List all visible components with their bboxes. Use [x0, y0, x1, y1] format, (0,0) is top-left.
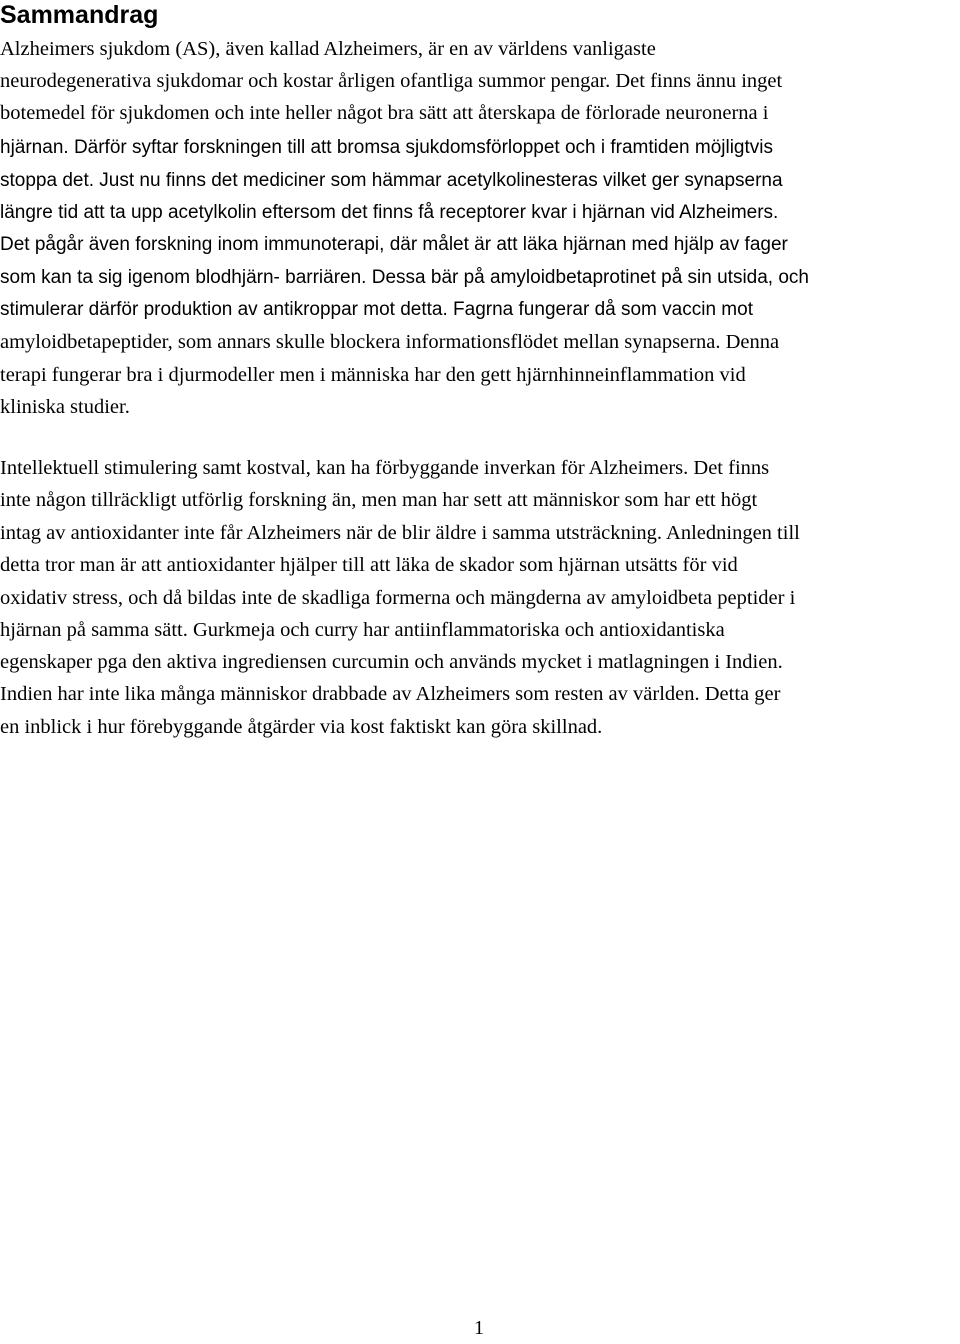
paragraph-2-line-2: inte någon tillräckligt utförlig forskning än, men man har sett att människor som har ett högt: [0, 489, 758, 511]
paragraph-1-line-12: kliniska studier.: [0, 396, 130, 418]
paragraph-1-line-11: terapi fungerar bra i djurmodeller men i människa har den gett hjärnhinneinflammation vid: [0, 364, 746, 386]
section-heading: Sammandrag: [0, 1, 159, 29]
page-number: 1: [474, 1317, 484, 1339]
paragraph-1-line-6: längre tid att ta upp acetylkolin eftersom det finns få receptorer kvar i hjärnan vid Alzheimers.: [0, 202, 779, 223]
paragraph-2-line-3: intag av antioxidanter inte får Alzheimers när de blir äldre i samma utsträckning. Anledningen till: [0, 522, 800, 544]
paragraph-1-line-7: Det pågår även forskning inom immunoterapi, där målet är att läka hjärnan med hjälp av fager: [0, 234, 788, 255]
paragraph-1-line-5: stoppa det. Just nu finns det mediciner som hämmar acetylkolinesteras vilket ger synapserna: [0, 170, 783, 191]
paragraph-2-line-1: Intellektuell stimulering samt kostval, kan ha förbyggande inverkan för Alzheimers. Det finns: [0, 457, 770, 479]
paragraph-1-line-3: botemedel för sjukdomen och inte heller något bra sätt att återskapa de förlorade neuronerna i: [0, 102, 769, 124]
paragraph-1-line-8: som kan ta sig igenom blodhjärn- barriären. Dessa bär på amyloidbetaprotinet på sin utsida, och: [0, 267, 810, 288]
paragraph-1-line-2: neurodegenerativa sjukdomar och kostar årligen ofantliga summor pengar. Det finns ännu inget: [0, 70, 783, 92]
paragraph-1-line-4: hjärnan. Därför syftar forskningen till att bromsa sjukdomsförloppet och i framtiden möjligtvis: [0, 137, 773, 158]
paragraph-2-line-6: hjärnan på samma sätt. Gurkmeja och curry har antiinflammatoriska och antioxidantiska: [0, 619, 725, 641]
paragraph-2-line-5: oxidativ stress, och då bildas inte de skadliga formerna och mängderna av amyloidbeta peptider i: [0, 587, 796, 609]
paragraph-2-line-8: Indien har inte lika många människor drabbade av Alzheimers som resten av världen. Detta ger: [0, 683, 781, 705]
paragraph-2-line-4: detta tror man är att antioxidanter hjälper till att läka de skador som hjärnan utsätts för vid: [0, 554, 738, 576]
paragraph-1-line-1: Alzheimers sjukdom (AS), även kallad Alzheimers, är en av världens vanligaste: [0, 38, 656, 60]
paragraph-1-line-9: stimulerar därför produktion av antikroppar mot detta. Fagrna fungerar då som vaccin mot: [0, 299, 753, 320]
paragraph-1-line-10: amyloidbetapeptider, som annars skulle blockera informationsflödet mellan synapserna. Denna: [0, 331, 780, 353]
paragraph-2-line-7: egenskaper pga den aktiva ingrediensen curcumin och används mycket i matlagningen i Indien.: [0, 651, 783, 673]
paragraph-2-line-9: en inblick i hur förebyggande åtgärder via kost faktiskt kan göra skillnad.: [0, 716, 603, 738]
